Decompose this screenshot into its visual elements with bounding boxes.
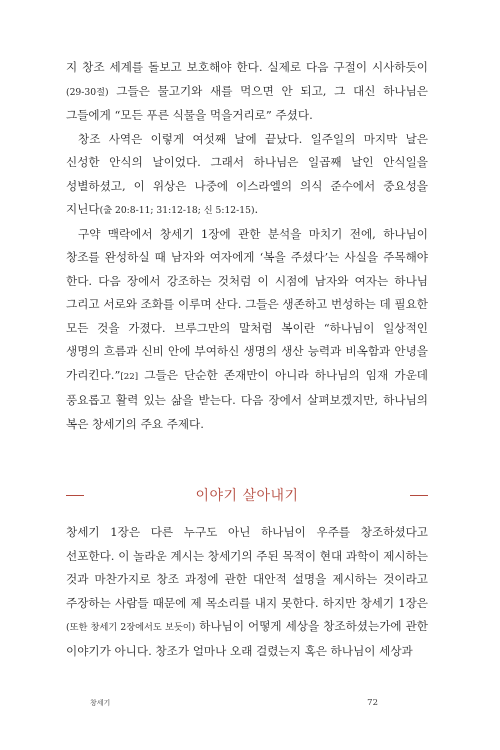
footnote-marker[interactable]: [22] [120,371,139,382]
scripture-reference: (출 20:8-11; 31:12-18; 신 5:12-15) [99,205,255,216]
heading-rule-right [410,495,428,496]
verse-reference: (29-30절) [66,86,109,98]
parenthetical-note: (또한 창세기 2장에서도 보듯이) [66,622,196,633]
paragraph-1-text-b: 그들은 물고기와 새를 먹으면 안 되고, 그 대신 하나님은 그들에게 “모든 푸른 식물을 먹을거리로” 주셨다. [66,83,428,122]
section-paragraph-1-text-b: 하나님이 어떻게 세상을 창조하셨는가에 관한 이야기가 아니다. 창조가 얼마나 오래 걸렸는지 혹은 하나님이 세상과 [66,619,428,658]
running-title: 창세기 [90,699,111,707]
paragraph-2 [66,128,428,223]
page-footer [90,695,378,711]
section-text-block [66,521,428,663]
page-number: 72 [367,698,378,708]
section-heading [66,484,428,508]
main-text-block [66,56,428,436]
paragraph-3 [66,223,428,437]
section-title: 이야기 살아내기 [195,488,299,504]
section-paragraph-1 [66,521,428,663]
paragraph-3-text-b: 그들은 단순한 존재만이 아니라 하나님의 임재 가운데 풍요롭고 활력 있는 삶을 받는다. 다음 장에서 살펴보겠지만, 하나님의 복은 창세기의 주요 주제다. [66,367,428,431]
paragraph-3-text-a: 구약 맥락에서 창세기 1장에 관한 분석을 마치기 전에, 하나님이 창조를 완성하실 때 남자와 여자에게 ‘복을 주셨다’는 사실을 주목해야 한다. 다음 장에서 강조하는 것처럼 이 시점에 남자와 여자는 하나님 그리고 서로와 조화를 이루며 산다. 그들은 생존하고 번성하는 데 필요한 모든 것을 가졌다. 브루그만의 말처럼 복이란 “하나님이 일상적인 생명의 흐름과 신비 안에 부여하신 생명의 생산 능력과 비옥함과 안녕을 가리킨다.” [66,226,428,382]
paragraph-1-text-a: 지 창조 세계를 돌보고 보호해야 한다. 실제로 다음 구절이 시사하듯이 [66,60,428,74]
paragraph-2-end: . [254,202,259,216]
section-paragraph-1-text-a: 창세기 1장은 다른 누구도 아닌 하나님이 우주를 창조하셨다고 선포한다. 이 놀라운 계시는 창세기의 주된 목적이 현대 과학이 제시하는 것과 마찬가지로 창조 과정에 관한 대안적 설명을 제시하는 것이라고 주장하는 사람들 때문에 제 목소리를 내지 못한다. 하지만 창세기 1장은 [66,525,428,610]
paragraph-1 [66,56,428,128]
paragraph-2-text: 창조 사역은 이렇게 여섯째 날에 끝났다. 일주일의 마지막 날은 신성한 안식의 날이었다. 그래서 하나님은 일곱째 날인 안식일을 성별하셨고, 이 위상은 나중에 이스라엘의 의식 준수에서 중요성을 지닌다 [66,131,428,216]
